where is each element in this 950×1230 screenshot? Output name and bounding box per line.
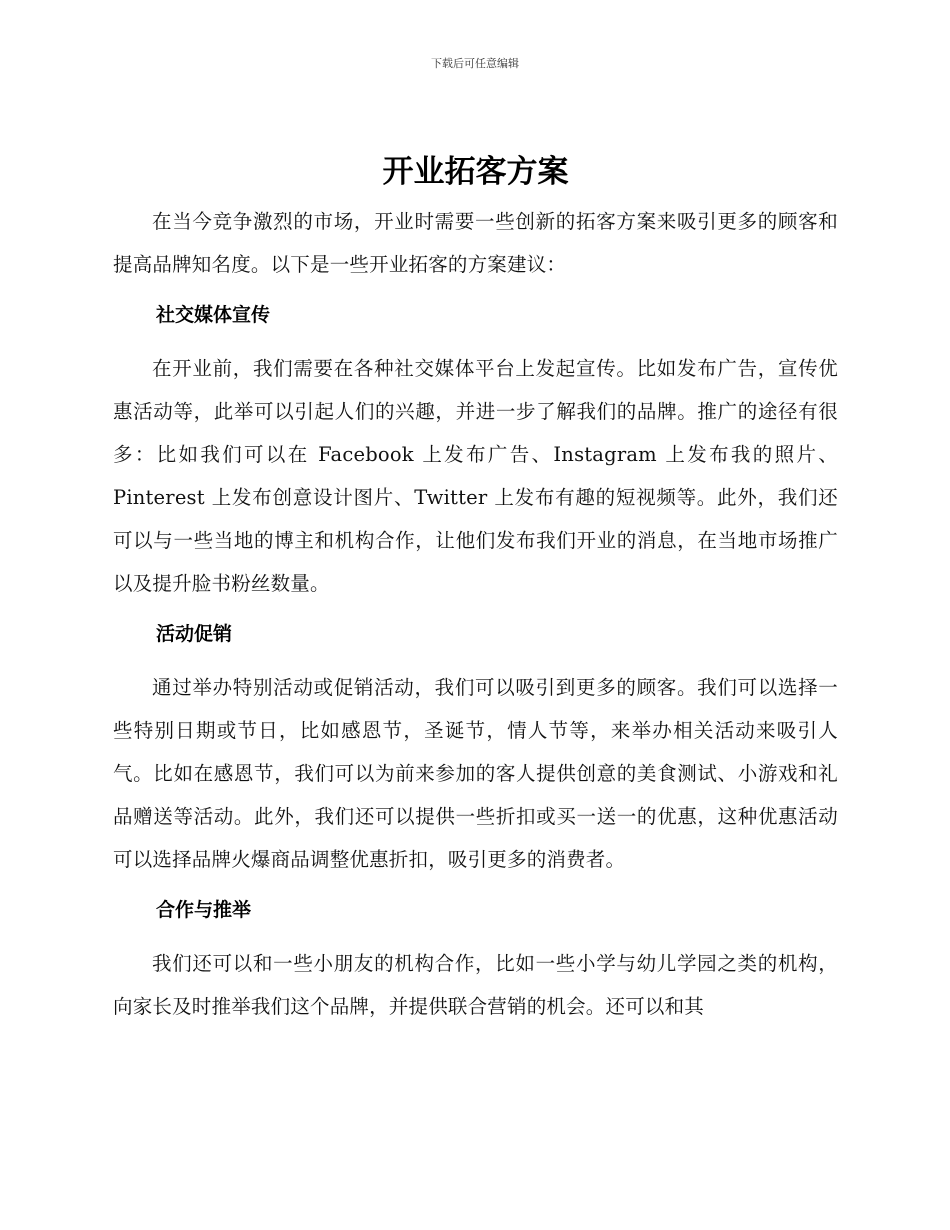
intro-paragraph: 在当今竞争激烈的市场，开业时需要一些创新的拓客方案来吸引更多的顾客和提高品牌知名度。以下是一些开业拓客的方案建议： [113,210,838,276]
section-heading-social-media: 社交媒体宣传 [156,304,271,326]
page-header-note: 下载后可任意编辑 [431,57,519,70]
document-title: 开业拓客方案 [382,154,569,190]
section-body-promotion: 通过举办特别活动或促销活动，我们可以吸引到更多的顾客。我们可以选择一些特别日期或节日，比如感恩节，圣诞节，情人节等，来举办相关活动来吸引人气。比如在感恩节，我们可以为前来参加的客人提供创意的美食测试、小游戏和礼品赠送等活动。此外，我们还可以提供一些折扣或买一送一的优惠，这种优惠活动可以选择品牌火爆商品调整优惠折扣，吸引更多的消费者。 [113,676,838,871]
section-body-social-media: 在开业前，我们需要在各种社交媒体平台上发起宣传。比如发布广告，宣传优惠活动等，此举可以引起人们的兴趣，并进一步了解我们的品牌。推广的途径有很多：比如我们可以在 Facebook 上发布广告、Instagram 上发布我的照片、Pinterest 上发布创意设计图片、Twitter 上发布有趣的短视频等。此外，我们还可以与一些当地的博主和机构合作，让他们发布我们开业的消息，在当地市场推广以及提升脸书粉丝数量。 [113,357,838,595]
section-body-partnership: 我们还可以和一些小朋友的机构合作，比如一些小学与幼儿学园之类的机构，向家长及时推举我们这个品牌，并提供联合营销的机会。还可以和其 [113,952,838,1018]
section-heading-partnership: 合作与推举 [156,899,252,921]
section-heading-promotion: 活动促销 [156,623,233,645]
document-page [113,150,838,1028]
